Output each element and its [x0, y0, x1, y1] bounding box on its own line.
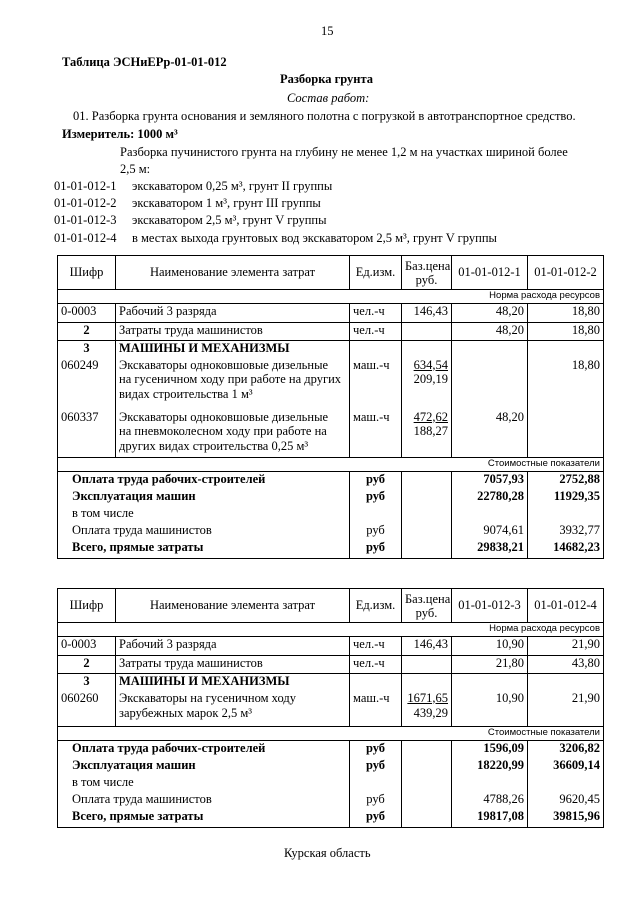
header-code: Шифр	[58, 256, 116, 290]
totals-value-a: 18220,99	[452, 758, 528, 775]
totals-label: Оплата труда машинистов	[58, 792, 350, 809]
cost-table-1	[57, 255, 604, 559]
row-name: Экскаваторы одноковшовые дизельные на гусеничном ходу при работе на других видах строительства 1 м³	[116, 358, 350, 410]
table-row	[58, 637, 604, 656]
table-header-row	[58, 256, 604, 290]
totals-label: Оплата труда машинистов	[58, 523, 350, 540]
totals-row	[58, 489, 604, 506]
work-title: Состав работ:	[287, 91, 370, 105]
row-code: 0-0003	[58, 637, 116, 656]
row-code: 2	[58, 656, 116, 674]
totals-row	[58, 523, 604, 540]
row-code: 060337	[58, 410, 116, 458]
header-variant-a: 01-01-012-3	[452, 589, 528, 623]
totals-label: Эксплуатация машин	[58, 489, 350, 506]
totals-value-b: 9620,45	[528, 792, 604, 809]
totals-row	[58, 758, 604, 775]
row-unit: маш.-ч	[350, 358, 402, 410]
row-name: Затраты труда машинистов	[116, 323, 350, 341]
totals-value-b: 2752,88	[528, 472, 604, 489]
totals-value-a: 7057,93	[452, 472, 528, 489]
row-code: 060260	[58, 691, 116, 727]
totals-value-a: 1596,09	[452, 741, 528, 758]
totals-label: Всего, прямые затраты	[58, 809, 350, 828]
cost-label: Стоимостные показатели	[58, 458, 604, 472]
row-value-b: 43,80	[528, 656, 604, 674]
table-row	[58, 341, 604, 358]
totals-row	[58, 472, 604, 489]
table-header-row	[58, 589, 604, 623]
row-unit: чел.-ч	[350, 323, 402, 341]
totals-label: Эксплуатация машин	[58, 758, 350, 775]
work-item: 01. Разборка грунта основания и земляного полотна с погрузкой в автотранспортное средство.	[73, 109, 576, 123]
row-value-b: 18,80	[528, 358, 604, 410]
variant-text: в местах выхода грунтовых вод экскаватором 2,5 м³, грунт V группы	[132, 231, 497, 245]
row-value-b: 18,80	[528, 323, 604, 341]
row-price: 146,43	[402, 304, 452, 323]
row-code: 3	[58, 674, 116, 691]
row-value-a: 10,90	[452, 691, 528, 727]
row-unit: чел.-ч	[350, 656, 402, 674]
totals-value-a: 19817,08	[452, 809, 528, 828]
table-row	[58, 691, 604, 727]
totals-unit: руб	[350, 792, 402, 809]
row-value-a: 48,20	[452, 410, 528, 458]
totals-value-a: 4788,26	[452, 792, 528, 809]
totals-row	[58, 792, 604, 809]
variant-text: экскаватором 1 м³, грунт III группы	[132, 196, 321, 210]
row-value-b: 18,80	[528, 304, 604, 323]
table-row	[58, 656, 604, 674]
page-number: 15	[321, 24, 334, 38]
totals-unit: руб	[350, 472, 402, 489]
header-base-price: Баз.цена руб.	[402, 256, 452, 290]
totals-unit: руб	[350, 758, 402, 775]
header-name: Наименование элемента затрат	[116, 589, 350, 623]
row-name: Экскаваторы на гусеничном ходу зарубежных марок 2,5 м³	[116, 691, 350, 727]
variant-code: 01-01-012-2	[54, 196, 117, 210]
norm-label: Норма расхода ресурсов	[58, 290, 604, 304]
row-value-a: 48,20	[452, 323, 528, 341]
totals-unit: руб	[350, 741, 402, 758]
totals-row	[58, 506, 604, 523]
row-name: Рабочий 3 разряда	[116, 304, 350, 323]
totals-value-a: 29838,21	[452, 540, 528, 559]
table-row	[58, 323, 604, 341]
row-value-b: 21,90	[528, 691, 604, 727]
row-code: 060249	[58, 358, 116, 410]
row-unit: чел.-ч	[350, 637, 402, 656]
row-name: МАШИНЫ И МЕХАНИЗМЫ	[116, 674, 350, 691]
totals-value-a: 22780,28	[452, 489, 528, 506]
table-title: Таблица ЭСНиЕРр-01-01-012	[62, 55, 227, 69]
totals-row	[58, 540, 604, 559]
totals-value-b: 3206,82	[528, 741, 604, 758]
row-code: 0-0003	[58, 304, 116, 323]
totals-row	[58, 775, 604, 792]
row-price: 1671,65 439,29	[402, 691, 452, 727]
header-variant-b: 01-01-012-2	[528, 256, 604, 290]
row-value-a: 48,20	[452, 304, 528, 323]
totals-row	[58, 741, 604, 758]
norm-label: Норма расхода ресурсов	[58, 623, 604, 637]
row-name: Экскаваторы одноковшовые дизельные на пневмоколесном ходу при работе на других видах строительства 0,25 м³	[116, 410, 350, 458]
totals-unit: руб	[350, 540, 402, 559]
totals-value-a: 9074,61	[452, 523, 528, 540]
totals-unit: руб	[350, 523, 402, 540]
table-row	[58, 410, 604, 458]
header-name: Наименование элемента затрат	[116, 256, 350, 290]
meter-label: Измеритель: 1000 м³	[62, 127, 178, 141]
totals-value-b: 36609,14	[528, 758, 604, 775]
row-unit: маш.-ч	[350, 691, 402, 727]
cost-row	[58, 727, 604, 741]
footer-region: Курская область	[284, 846, 371, 860]
totals-label: в том числе	[58, 506, 350, 523]
totals-value-b: 14682,23	[528, 540, 604, 559]
cost-label: Стоимостные показатели	[58, 727, 604, 741]
row-unit: чел.-ч	[350, 304, 402, 323]
row-code: 3	[58, 341, 116, 358]
row-code: 2	[58, 323, 116, 341]
variant-text: экскаватором 2,5 м³, грунт V группы	[132, 213, 327, 227]
row-value-a: 10,90	[452, 637, 528, 656]
variant-code: 01-01-012-1	[54, 179, 117, 193]
row-price: 472,62 188,27	[402, 410, 452, 458]
row-price: 146,43	[402, 637, 452, 656]
norm-row	[58, 623, 604, 637]
description-line-2: 2,5 м:	[120, 162, 151, 176]
header-variant-a: 01-01-012-1	[452, 256, 528, 290]
header-code: Шифр	[58, 589, 116, 623]
variant-code: 01-01-012-3	[54, 213, 117, 227]
variant-code: 01-01-012-4	[54, 231, 117, 245]
totals-label: Оплата труда рабочих-строителей	[58, 741, 350, 758]
header-unit: Ед.изм.	[350, 256, 402, 290]
header-base-price: Баз.цена руб.	[402, 589, 452, 623]
row-name: МАШИНЫ И МЕХАНИЗМЫ	[116, 341, 350, 358]
totals-row	[58, 809, 604, 828]
totals-label: Оплата труда рабочих-строителей	[58, 472, 350, 489]
totals-value-b: 11929,35	[528, 489, 604, 506]
row-price: 634,54 209,19	[402, 358, 452, 410]
table-row	[58, 674, 604, 691]
norm-row	[58, 290, 604, 304]
totals-label: Всего, прямые затраты	[58, 540, 350, 559]
row-value-b: 21,90	[528, 637, 604, 656]
cost-row	[58, 458, 604, 472]
totals-value-b: 39815,96	[528, 809, 604, 828]
row-name: Рабочий 3 разряда	[116, 637, 350, 656]
description-line-1: Разборка пучинистого грунта на глубину не менее 1,2 м на участках шириной более	[120, 145, 568, 159]
header-variant-b: 01-01-012-4	[528, 589, 604, 623]
table-row	[58, 304, 604, 323]
variant-text: экскаватором 0,25 м³, грунт II группы	[132, 179, 333, 193]
section-title: Разборка грунта	[280, 72, 374, 86]
totals-unit: руб	[350, 809, 402, 828]
cost-table-2	[57, 588, 604, 828]
row-value-a: 21,80	[452, 656, 528, 674]
row-name: Затраты труда машинистов	[116, 656, 350, 674]
header-unit: Ед.изм.	[350, 589, 402, 623]
totals-value-b: 3932,77	[528, 523, 604, 540]
totals-label: в том числе	[58, 775, 350, 792]
table-row	[58, 358, 604, 410]
totals-unit: руб	[350, 489, 402, 506]
row-unit: маш.-ч	[350, 410, 402, 458]
